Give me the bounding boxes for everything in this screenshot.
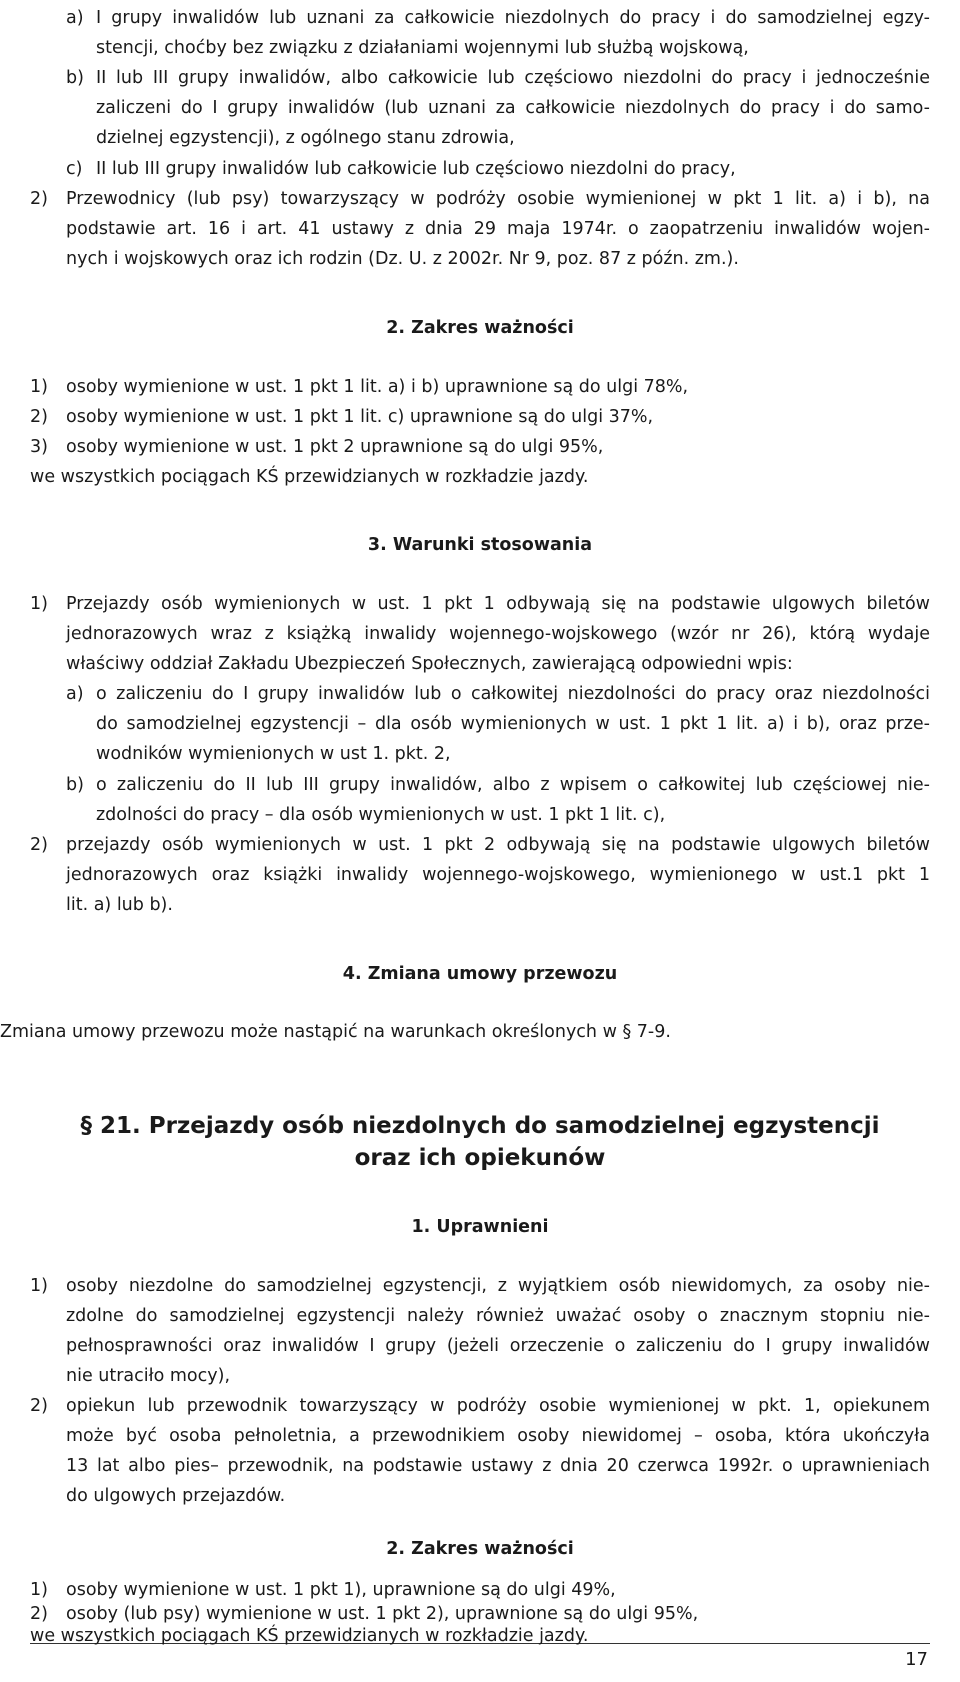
section-heading: 3. Warunki stosowania (367, 535, 593, 555)
list-item-text: stencji, choćby bez związku z działaniami wojennymi lub służbą wojskową, (96, 38, 749, 58)
section-title: oraz ich opiekunów (354, 1145, 606, 1171)
list-item-text: osoby wymienione w ust. 1 pkt 2 uprawnione są do ulgi 95%, (66, 437, 604, 457)
section-heading: 4. Zmiana umowy przewozu (342, 964, 618, 984)
section-heading: 1. Uprawnieni (411, 1217, 549, 1237)
list-item-text: o zaliczeniu do I grupy inwalidów lub o całkowitej niezdolności do pracy oraz niezdolności (96, 684, 930, 704)
list-item-text: Przewodnicy (lub psy) towarzyszący w podróży osobie wymienionej w pkt 1 lit. a) i b), na (66, 189, 930, 209)
section-heading: 2. Zakres ważności (386, 1539, 574, 1559)
list-label: 2) (30, 189, 48, 209)
list-item-text: nie utraciło mocy), (66, 1366, 231, 1386)
list-item-text: zaliczeni do I grupy inwalidów (lub uznani za całkowicie niezdolnych do pracy i do samo- (96, 98, 930, 118)
list-label: c) (66, 159, 83, 179)
list-item-text: osoby wymienione w ust. 1 pkt 1 lit. a) i b) uprawnione są do ulgi 78%, (66, 377, 689, 397)
list-label: 1) (30, 1276, 48, 1296)
list-label: b) (66, 68, 84, 88)
list-label: a) (66, 8, 84, 28)
list-item-text: do ulgowych przejazdów. (66, 1486, 286, 1506)
list-item-text: II lub III grupy inwalidów lub całkowicie lub częściowo niezdolni do pracy, (96, 159, 736, 179)
list-item-text: osoby wymienione w ust. 1 pkt 1), uprawnione są do ulgi 49%, (66, 1580, 616, 1600)
list-label: 1) (30, 1580, 48, 1600)
list-label: 2) (30, 407, 48, 427)
list-item-text: do samodzielnej egzystencji – dla osób wymienionych w ust. 1 pkt 1 lit. a) i b), oraz prze- (96, 714, 930, 734)
list-item-text: pełnosprawności oraz inwalidów I grupy (jeżeli orzeczenie o zaliczeniu do I grupy inwalidów (66, 1336, 930, 1356)
page-number: 17 (905, 1649, 928, 1670)
list-item-text: jednorazowych wraz z książką inwalidy wojennego-wojskowego (wzór nr 26), którą wydaje (66, 624, 930, 644)
closing-text: we wszystkich pociągach KŚ przewidzianych w rozkładzie jazdy. (30, 1626, 589, 1646)
list-label: 3) (30, 437, 48, 457)
list-item-text: II lub III grupy inwalidów, albo całkowicie lub częściowo niezdolni do pracy i jednocześnie (96, 68, 930, 88)
paragraph-text: Zmiana umowy przewozu może nastąpić na warunkach określonych w § 7-9. (0, 1022, 671, 1042)
list-label: 2) (30, 835, 48, 855)
list-item-text: opiekun lub przewodnik towarzyszący w podróży osobie wymienionej w pkt. 1, opiekunem (66, 1396, 930, 1416)
list-label: 1) (30, 377, 48, 397)
list-item-text: lit. a) lub b). (66, 895, 173, 915)
section-title: § 21. Przejazdy osób niezdolnych do samodzielnej egzystencji (80, 1113, 880, 1139)
list-item-text: o zaliczeniu do II lub III grupy inwalidów, albo z wpisem o całkowitej lub częściowej nie- (96, 775, 930, 795)
list-item-text: osoby niezdolne do samodzielnej egzystencji, z wyjątkiem osób niewidomych, za osoby nie- (66, 1276, 930, 1296)
list-item-text: osoby (lub psy) wymienione w ust. 1 pkt 2), uprawnione są do ulgi 95%, (66, 1604, 699, 1624)
list-item-text: I grupy inwalidów lub uznani za całkowicie niezdolnych do pracy i do samodzielnej egzy- (96, 8, 930, 28)
section-heading: 2. Zakres ważności (386, 318, 574, 338)
list-item-text: nych i wojskowych oraz ich rodzin (Dz. U. z 2002r. Nr 9, poz. 87 z późn. zm.). (66, 249, 739, 269)
list-item-text: jednorazowych oraz książki inwalidy wojennego-wojskowego, wymienionego w ust.1 pkt 1 (66, 865, 930, 885)
list-label: b) (66, 775, 84, 795)
closing-text: we wszystkich pociągach KŚ przewidzianych w rozkładzie jazdy. (30, 467, 589, 487)
list-item-text: wodników wymienionych w ust 1. pkt. 2, (96, 744, 451, 764)
list-item-text: Przejazdy osób wymienionych w ust. 1 pkt 1 odbywają się na podstawie ulgowych biletów (66, 594, 930, 614)
list-item-text: zdolne do samodzielnej egzystencji należy również uważać osoby o znacznym stopniu nie- (66, 1306, 930, 1326)
list-item-text: przejazdy osób wymienionych w ust. 1 pkt 2 odbywają się na podstawie ulgowych biletów (66, 835, 930, 855)
list-item-text: 13 lat albo pies– przewodnik, na podstawie ustawy z dnia 20 czerwca 1992r. o uprawnieniach (66, 1456, 930, 1476)
list-item-text: dzielnej egzystencji), z ogólnego stanu zdrowia, (96, 128, 515, 148)
list-item-text: osoby wymienione w ust. 1 pkt 1 lit. c) uprawnione są do ulgi 37%, (66, 407, 654, 427)
list-item-text: podstawie art. 16 i art. 41 ustawy z dnia 29 maja 1974r. o zaopatrzeniu inwalidów wojen- (66, 219, 930, 239)
list-label: a) (66, 684, 84, 704)
list-label: 2) (30, 1604, 48, 1624)
list-item-text: właściwy oddział Zakładu Ubezpieczeń Społecznych, zawierającą odpowiedni wpis: (66, 654, 793, 674)
list-item-text: może być osoba pełnoletnia, a przewodnikiem osoby niewidomej – osoba, która ukończyła (66, 1426, 930, 1446)
list-item-text: zdolności do pracy – dla osób wymienionych w ust. 1 pkt 1 lit. c), (96, 805, 666, 825)
list-label: 2) (30, 1396, 48, 1416)
list-label: 1) (30, 594, 48, 614)
